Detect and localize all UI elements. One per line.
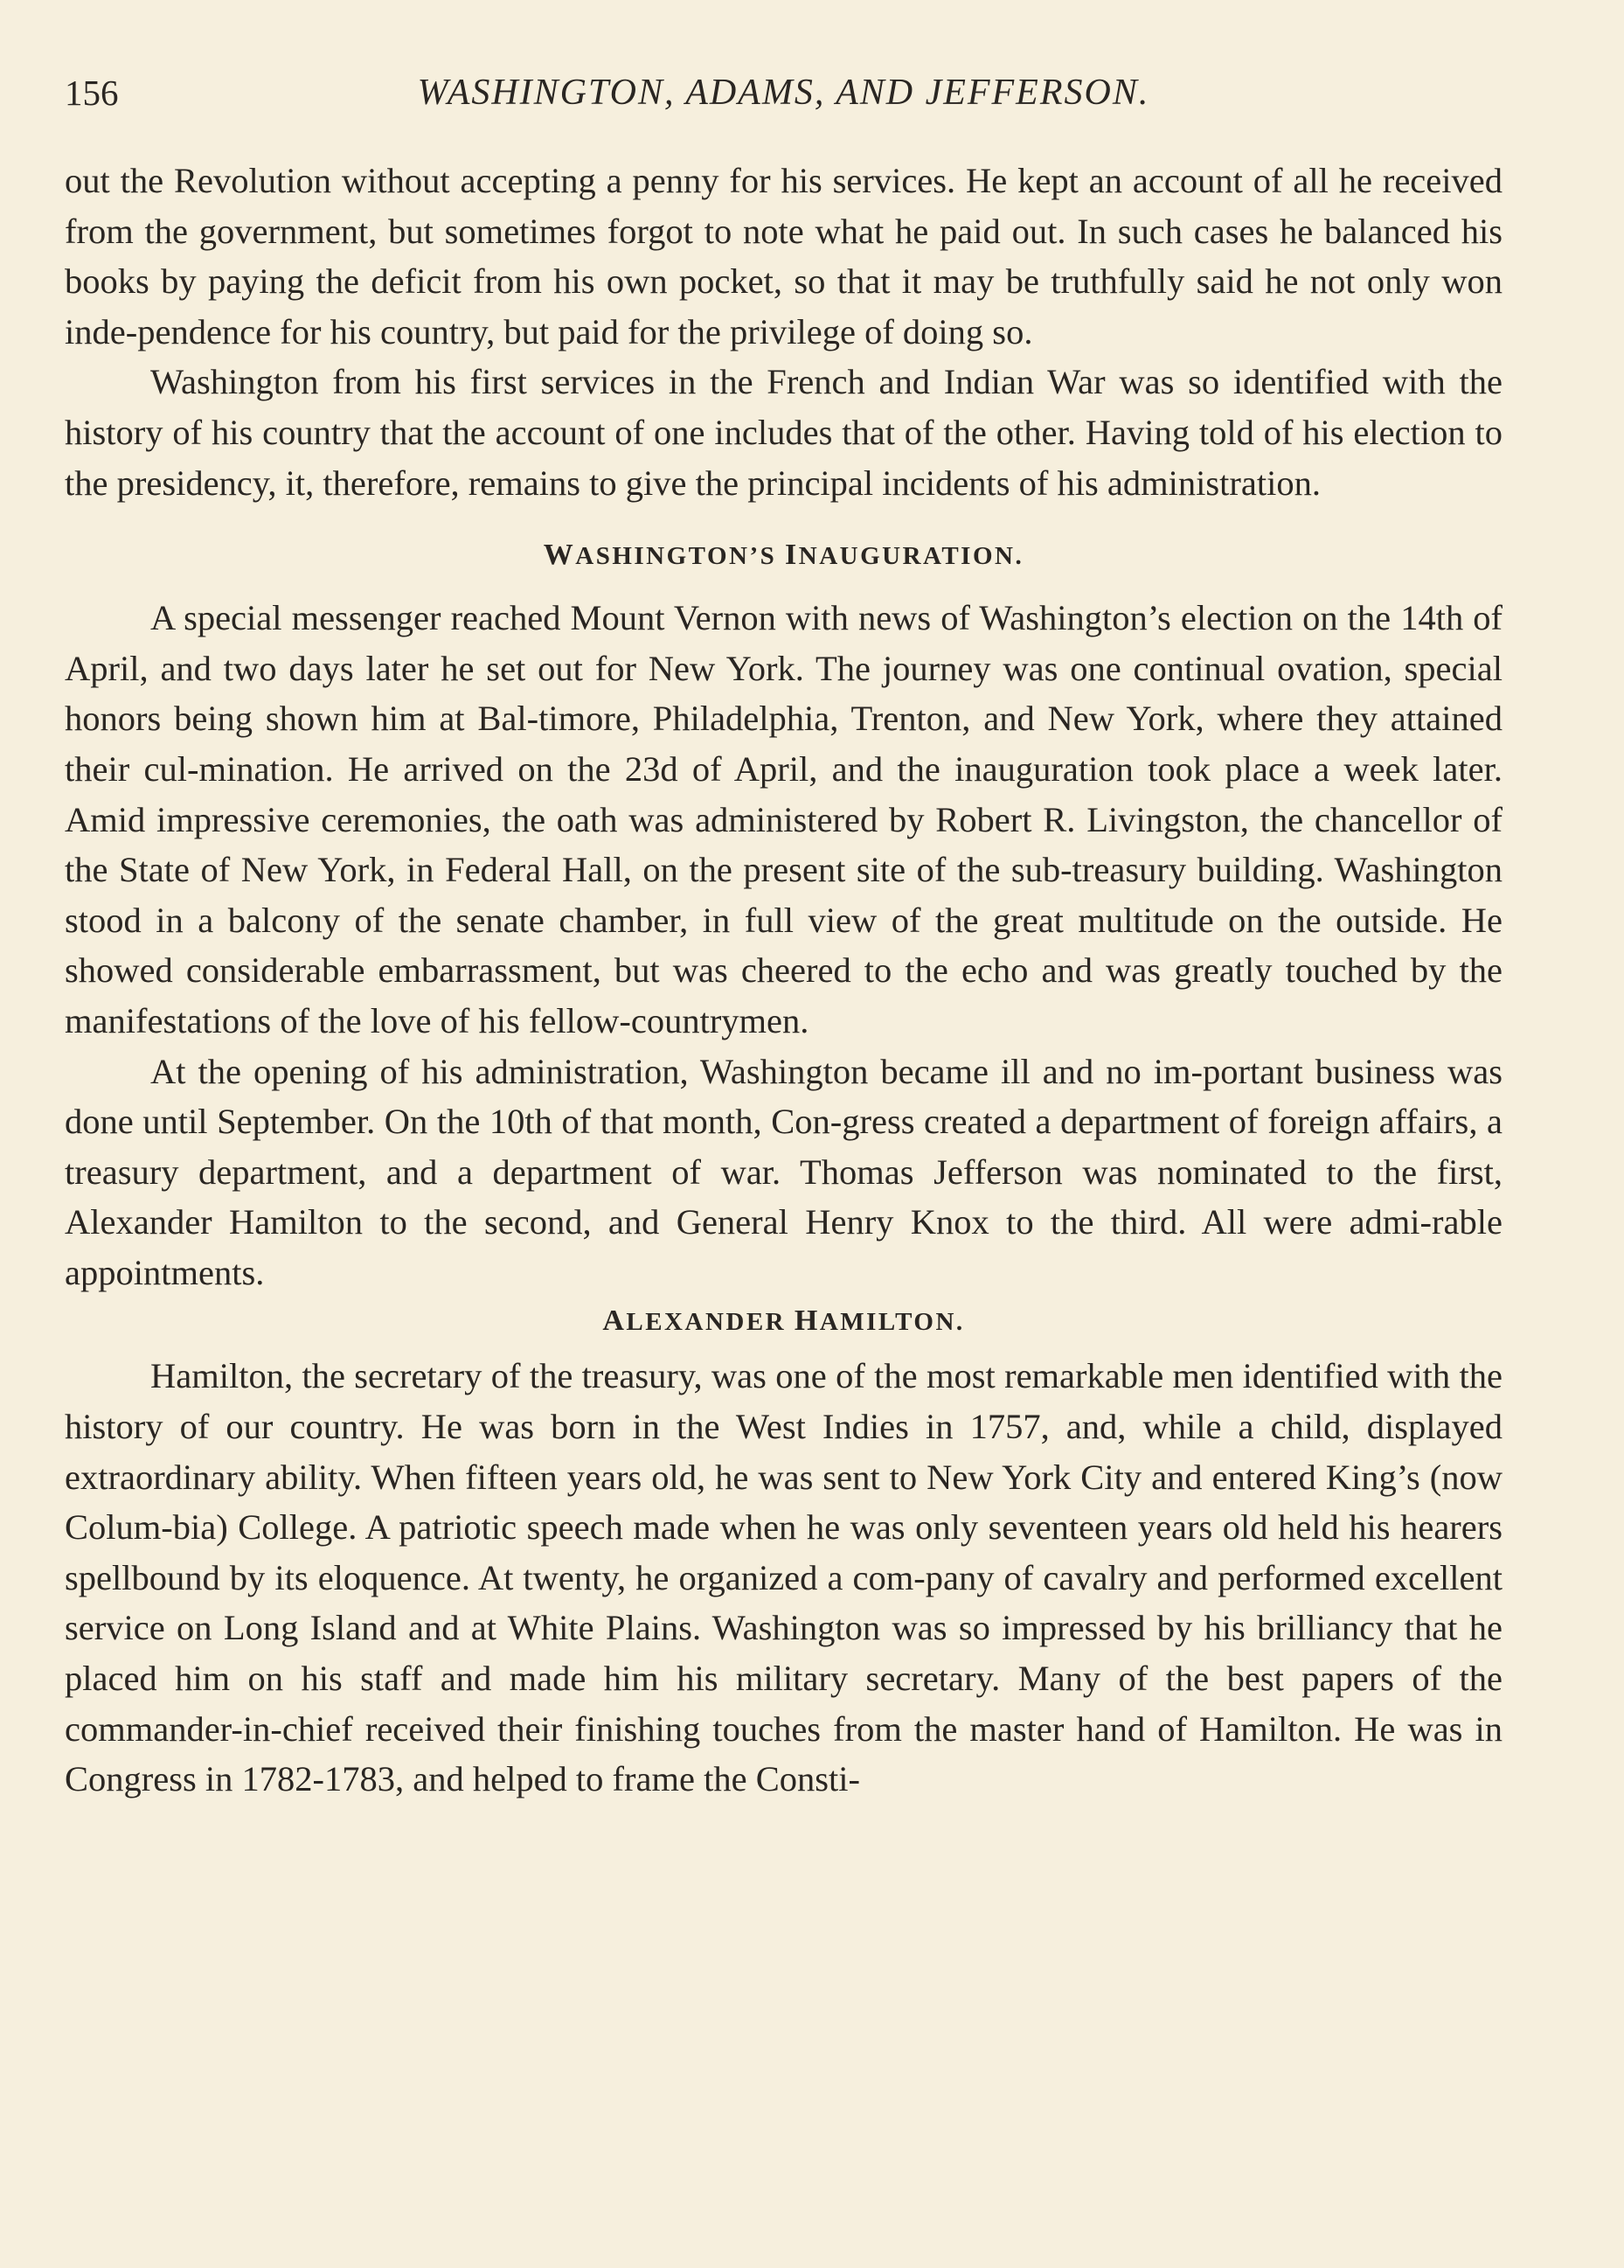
running-title: WASHINGTON, ADAMS, AND JEFFERSON. (417, 73, 1150, 113)
heading-initial: I (785, 539, 799, 572)
heading-small-caps: NAUGURATION. (798, 542, 1024, 571)
paragraph-inauguration: A special messenger reached Mount Vernon with news of Washington’s election on the 14th of April, and two days later he set out for New York. The journey was one continual ovation, special honors being shown him at Bal-timore, Philadelphia, Trenton, and New York, where they attained their cul-mination. He arrived on the 23d of April, and the inauguration took place a week later. Amid impressive ceremonies, the oath was administered by Robert R. Livingston, the chancellor of the State of New York, in Federal Hall, on the present site of the sub-treasury building. Washington stood in a balcony of the senate chamber, in full view of the great multitude on the outside. He showed considerable embarrassment, but was cheered to the echo and was greatly touched by the manifestations of the love of his fellow-countrymen. (65, 598, 1503, 1040)
heading-small-caps: LEXANDER (626, 1308, 795, 1337)
running-head (65, 68, 1503, 129)
heading-initial: W (543, 539, 576, 572)
heading-initial: H (794, 1304, 820, 1338)
paragraph-opening-administration: At the opening of his administration, Washington became ill and no im-portant business was done until September. On the 10th of that month, Con-gress created a department of foreign affairs, a treasury department, and a department of war. Thomas Jefferson was nominated to the first, Alexander Hamilton to the second, and General Henry Knox to the third. All were admi-rable appointments. (65, 1051, 1503, 1292)
heading-small-caps: ASHINGTON’S (575, 542, 786, 571)
page-number: 156 (65, 73, 119, 113)
section-heading-hamilton (65, 1301, 1503, 1342)
body-text (65, 156, 1503, 1805)
paragraph-revolution-services: out the Revolution without accepting a penny for his services. He kept an account of all he received from the government, but sometimes forgot to note what he paid out. In such cases he balanced his books by paying the deficit from his own pocket, so that it may be truthfully said he not only won inde-pendence for his country, but paid for the privilege of doing so. (65, 161, 1503, 351)
paragraph-identified-with-history: Washington from his first services in the French and Indian War was so identified with the history of his country that the account of one includes that of the other. Having told of his election to the presidency, it, therefore, remains to give the principal incidents of his administration. (65, 362, 1503, 503)
heading-small-caps: AMILTON. (819, 1308, 965, 1337)
heading-initial: A (602, 1304, 627, 1338)
section-heading-inauguration (65, 531, 1503, 581)
paragraph-hamilton: Hamilton, the secretary of the treasury, was one of the most remarkable men identified with the history of our country. He was born in the West Indies in 1757, and, while a child, displayed extraordinary ability. When fifteen years old, he was sent to New York City and entered King’s (now Colum-bia) College. A patriotic speech made when he was only seventeen years old held his hearers spellbound by its eloquence. At twenty, he organized a com-pany of cavalry and performed excellent service on Long Island and at White Plains. Washington was so impressed by his brilliancy that he placed him on his staff and made him his military secretary. Many of the best papers of the commander-in-chief received their finishing touches from the master hand of Hamilton. He was in Congress in 1782-1783, and helped to frame the Consti- (65, 1356, 1503, 1799)
